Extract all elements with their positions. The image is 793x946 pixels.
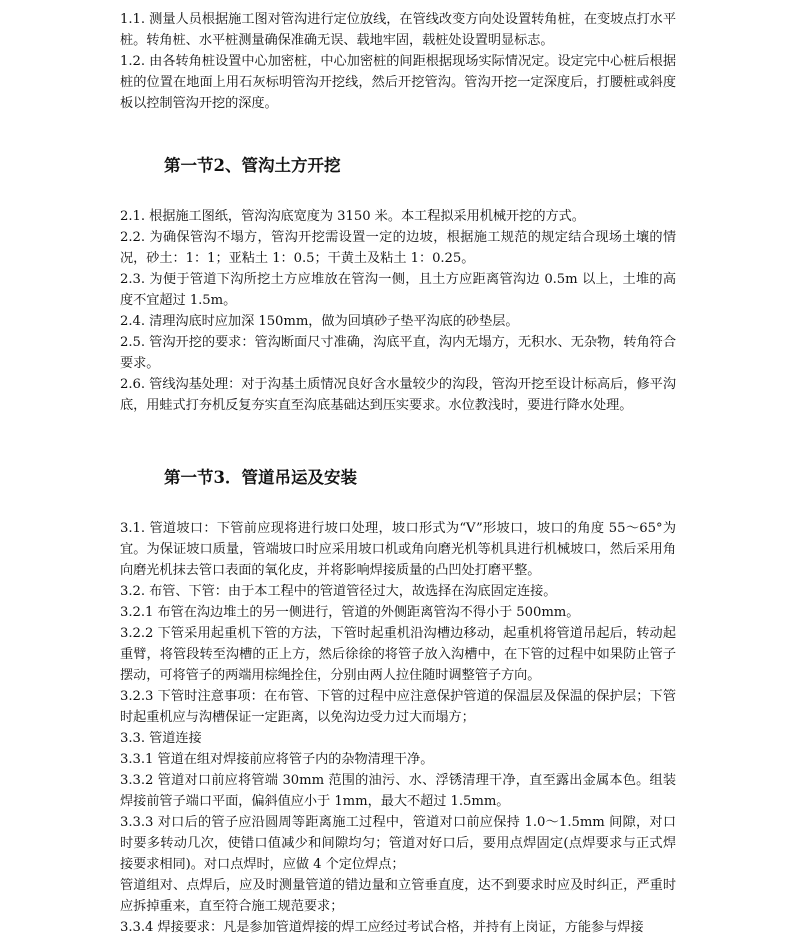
paragraph-3-3: 3.3. 管道连接 <box>120 731 202 746</box>
paragraph-3-1: 3.1. 管道坡口：下管前应现将进行坡口处理，坡口形式为“V”形坡口，坡口的角度 55～65°为宜。为保证坡口质量，管端坡口时应采用坡口机或角向磨光机等机具进行机械坡口，然后采用角向磨光机抹去管口表面的氧化皮，并将影响焊接质量的凸凹处打磨平整。 <box>120 521 676 578</box>
section-heading-2: 第一节2、管沟土方开挖 <box>164 156 341 175</box>
paragraph-1-2: 1.2. 由各转角桩设置中心加密桩，中心加密桩的间距根据现场实际情况定。设定完中心桩后根据桩的位置在地面上用石灰标明管沟开挖线，然后开挖管沟。管沟开挖一定深度后，打腰桩或斜度板以控制管沟开挖的深度。 <box>120 54 676 111</box>
document-body <box>120 9 676 938</box>
paragraph-3-3-2: 3.3.2 管道对口前应将管端 30mm 范围的油污、水、浮锈清理干净，直至露出金属本色。组装焊接前管子端口平面，偏斜值应小于 1mm，最大不超过 1.5mm。 <box>120 773 676 809</box>
paragraph-3-3-4: 3.3.4 焊接要求：凡是参加管道焊接的焊工应经过考试合格，并持有上岗证，方能参与焊接 <box>120 920 644 935</box>
paragraph-2-2: 2.2. 为确保管沟不塌方，管沟开挖需设置一定的边坡，根据施工规范的规定结合现场土壤的情况，砂土：1：1；亚粘土 1：0.5；干黄土及粘土 1：0.25。 <box>120 230 676 266</box>
paragraph-2-3: 2.3. 为便于管道下沟所挖土方应堆放在管沟一侧，且土方应距离管沟边 0.5m 以上，土堆的高度不宜超过 1.5m。 <box>120 272 676 308</box>
paragraph-3-2-3: 3.2.3 下管时注意事项：在布管、下管的过程中应注意保护管道的保温层及保温的保护层；下管时起重机应与沟槽保证一定距离，以免沟边受力过大而塌方； <box>120 689 676 725</box>
paragraph-3-3-3-cont: 管道组对、点焊后，应及时测量管道的错边量和立管垂直度，达不到要求时应及时纠正，严重时应拆掉重来，直至符合施工规范要求； <box>120 878 676 914</box>
paragraph-3-2-2: 3.2.2 下管采用起重机下管的方法，下管时起重机沿沟槽边移动，起重机将管道吊起后，转动起重臂，将管段转至沟槽的正上方，然后徐徐的将管子放入沟槽中，在下管的过程中如果防止管子摆动，可将管子的两端用棕绳拴住，分别由两人拉住随时调整管子方向。 <box>120 626 676 683</box>
paragraph-2-6: 2.6. 管线沟基处理：对于沟基土质情况良好含水量较少的沟段，管沟开挖至设计标高后，修平沟底，用蛙式打夯机反复夯实直至沟底基础达到压实要求。水位教浅时，要进行降水处理。 <box>120 377 676 413</box>
paragraph-1-1: 1.1. 测量人员根据施工图对管沟进行定位放线，在管线改变方向处设置转角桩，在变坡点打水平桩。转角桩、水平桩测量确保准确无误、载地牢固，载桩处设置明显标志。 <box>120 12 676 48</box>
paragraph-2-5: 2.5. 管沟开挖的要求：管沟断面尺寸准确，沟底平直，沟内无塌方，无积水、无杂物，转角符合要求。 <box>120 335 676 371</box>
paragraph-2-4: 2.4. 清理沟底时应加深 150mm，做为回填砂子垫平沟底的砂垫层。 <box>120 314 519 329</box>
paragraph-3-2-1: 3.2.1 布管在沟边堆土的另一侧进行，管道的外侧距离管沟不得小于 500mm。 <box>120 605 580 620</box>
paragraph-3-3-1: 3.3.1 管道在组对焊接前应将管子内的杂物清理干净。 <box>120 752 434 767</box>
paragraph-2-1: 2.1. 根据施工图纸，管沟沟底宽度为 3150 米。本工程拟采用机械开挖的方式。 <box>120 209 585 224</box>
paragraph-3-2: 3.2. 布管、下管：由于本工程中的管道管径过大，故选择在沟底固定连接。 <box>120 584 557 599</box>
paragraph-3-3-3: 3.3.3 对口后的管子应沿圆周等距离施工过程中，管道对口前应保持 1.0～1.5mm 间隙，对口时要多转动几次，使错口值减少和间隙均匀；管道对好口后，要用点焊固定(点焊要求与正式焊接要求相同)。对口点焊时，应做 4 个定位焊点； <box>120 815 676 872</box>
section-heading-3: 第一节3．管道吊运及安装 <box>164 468 357 487</box>
